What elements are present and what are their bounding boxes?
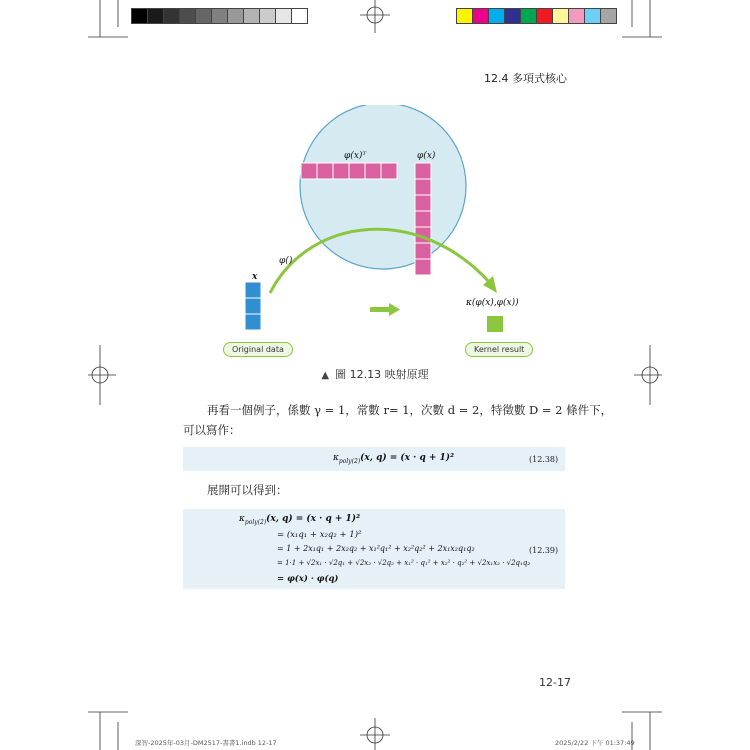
equation-12-38 [333, 453, 454, 465]
equation-number-12-39: (12.39) [529, 546, 559, 555]
figure-caption [0, 366, 750, 382]
kappa-symbol: κ [333, 453, 339, 463]
result-arrow [370, 303, 400, 316]
equation-12-39-line-3: = 1 + 2x₁q₁ + 2x₂q₂ + x₁²q₁² + x₂²q₂² + 2x₁x₂q₁q₂ [277, 544, 475, 553]
triangle-icon: ▲ [321, 370, 330, 381]
phi-func-label: φ() [279, 256, 293, 266]
file-slug: 深智-2025年-03月-DM2517-書書1.indb 12-17 [135, 739, 277, 747]
phi-x-transpose-label: φ(x)ᵀ [344, 151, 367, 161]
kernel-result-label: Kernel result [465, 342, 533, 357]
equation-12-39-line-1 [239, 514, 360, 526]
equation-12-38-rhs: (x, q) = (x · q + 1)² [360, 453, 455, 463]
original-data-label: Original data [223, 342, 293, 357]
paragraph-1-line-1: 再看一個例子，係數 γ = 1，常數 r= 1，次數 d = 2，特徵數 D = 2 條件下， [207, 403, 613, 417]
x-vector [245, 282, 261, 330]
phi-x-label: φ(x) [417, 151, 436, 161]
kernel-result-square [487, 316, 503, 332]
equation-number-12-38: (12.38) [529, 455, 559, 464]
equation-12-39-rhs: (x, q) = (x · q + 1)² [266, 514, 361, 524]
kappa-subscript-2: poly(2) [244, 518, 267, 526]
kappa-subscript: poly(2) [338, 457, 361, 465]
equation-12-39-line-2: = (x₁q₁ + x₂q₂ + 1)² [277, 530, 362, 540]
page-number: 12-17 [539, 676, 571, 689]
equation-12-39-line-5: = φ(x) · φ(q) [277, 574, 339, 584]
phi-x-transpose-vector [301, 163, 397, 179]
date-slug: 2025/2/22 下午 01:37:49 [555, 739, 635, 747]
kappa-symbol-2: κ [239, 514, 245, 524]
caption-text: 圖 12.13 映射原理 [335, 368, 429, 381]
equation-12-39-line-4: = 1·1 + √2x₁ · √2q₁ + √2x₂ · √2q₂ + x₁² · q₁² + x₂² · q₂² + √2x₁x₂ · √2q₁q₂ [277, 559, 531, 567]
section-header: 12.4 多項式核心 [484, 72, 567, 85]
paragraph-2: 展開可以得到： [207, 483, 288, 497]
phi-x-vector [415, 163, 431, 275]
mapping-figure [200, 105, 540, 365]
kernel-label: κ(φ(x),φ(x)) [466, 298, 519, 308]
paragraph-1-line-2: 可以寫作： [183, 423, 241, 437]
x-label: x [252, 272, 258, 282]
